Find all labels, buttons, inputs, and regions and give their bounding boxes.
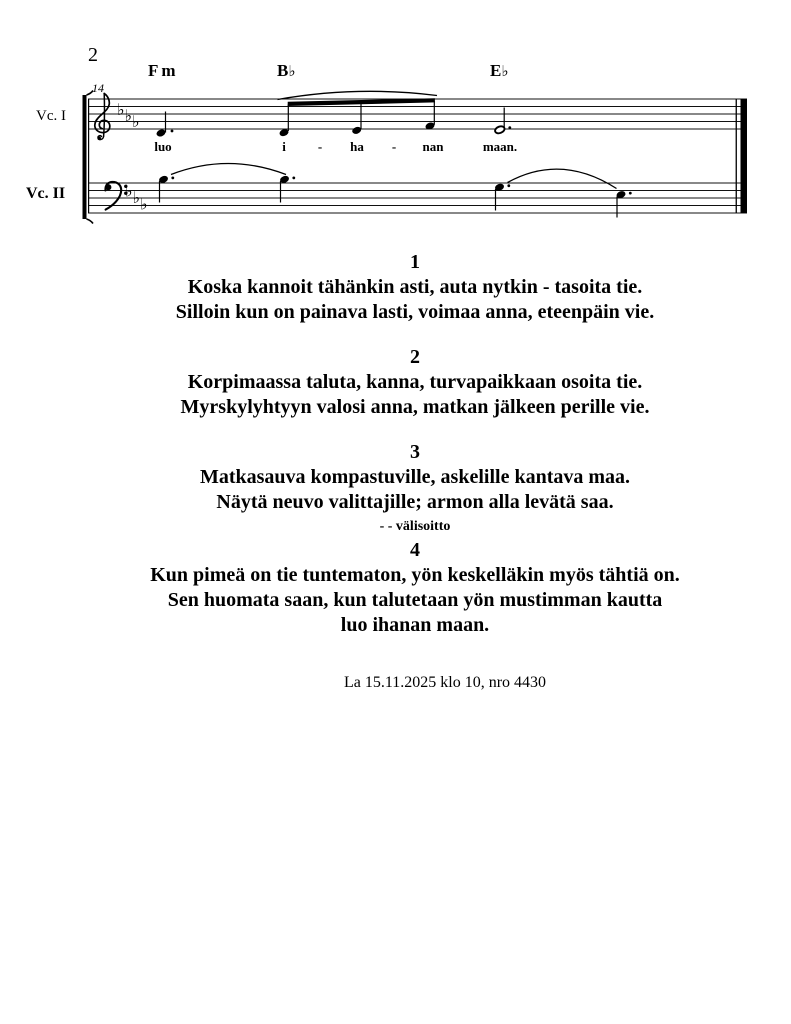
lyric-syllable: luo xyxy=(154,139,172,154)
bass-staff-lines xyxy=(88,183,747,213)
chord-symbol xyxy=(277,61,298,81)
verse-number: 4 xyxy=(410,539,420,561)
lyric-syllable: maan. xyxy=(482,139,518,154)
verse-number: 2 xyxy=(410,346,420,368)
chord-root: E xyxy=(490,61,502,80)
verse-line: Korpimaassa taluta, kanna, turvapaikkaan osoita tie. xyxy=(187,371,643,393)
verse-line: Matkasauva kompastuville, askelille kantava maa. xyxy=(199,466,631,488)
lyric-syllable: nan xyxy=(422,139,444,154)
verse-number: 1 xyxy=(410,251,420,273)
verse-1 xyxy=(35,250,791,325)
flat-icon: ♭ xyxy=(125,181,133,201)
verse-2 xyxy=(35,345,791,420)
lyric-syllable: i xyxy=(282,139,286,154)
flat-icon: ♭ xyxy=(501,62,509,80)
verse-number: 3 xyxy=(410,441,420,463)
verse-line: Silloin kun on painava lasti, voimaa anna, eteenpäin vie. xyxy=(175,301,655,323)
flat-icon: ♭ xyxy=(288,62,296,80)
flat-icon: ♭ xyxy=(132,112,140,131)
flat-icon: ♭ xyxy=(132,188,141,207)
verse-line: Myrskylyhtyyn valosi anna, matkan jälkeen perille vie. xyxy=(180,396,650,418)
verses-section xyxy=(35,250,791,638)
chord-root: F xyxy=(148,61,159,80)
verse-line: Sen huomata saan, kun talutetaan yön mustimman kautta xyxy=(167,589,663,611)
chord-symbol xyxy=(148,61,176,81)
treble-notes xyxy=(156,91,512,137)
footer-note: La 15.11.2025 klo 10, nro 4430 xyxy=(343,674,547,691)
verse-3 xyxy=(35,440,791,515)
final-barline xyxy=(736,99,747,213)
chord-quality: m xyxy=(161,61,176,80)
verse-4 xyxy=(35,538,791,638)
flat-icon: ♭ xyxy=(140,194,148,214)
chord-root: B xyxy=(277,61,289,80)
interlude-label: - - välisoitto xyxy=(379,519,451,534)
music-system xyxy=(0,0,791,240)
verse-line: luo ihanan maan. xyxy=(340,614,490,636)
flat-icon: ♭ xyxy=(117,99,125,119)
treble-staff-lines xyxy=(88,99,747,129)
system-bracket xyxy=(83,91,94,224)
flat-icon: ♭ xyxy=(124,105,133,125)
lyric-hyphen: - xyxy=(391,139,397,154)
treble-clef-icon xyxy=(95,94,110,141)
verse-line: Kun pimeä on tie tuntematon, yön keskelläkin myös tähtiä on. xyxy=(150,564,680,586)
verse-line: Näytä neuvo valittajille; armon alla levätä saa. xyxy=(216,491,614,513)
measure-number: 14 xyxy=(92,81,104,95)
staff-label-vc2: Vc. II xyxy=(26,185,66,202)
page-number: 2 xyxy=(88,44,98,66)
lyric-syllable: ha xyxy=(350,139,364,154)
chord-symbol xyxy=(490,61,511,81)
verse-line: Koska kannoit tähänkin asti, auta nytkin - tasoita tie. xyxy=(187,276,643,298)
lyric-hyphen: - xyxy=(317,139,323,154)
staff-label-vc1: Vc. I xyxy=(36,108,66,124)
